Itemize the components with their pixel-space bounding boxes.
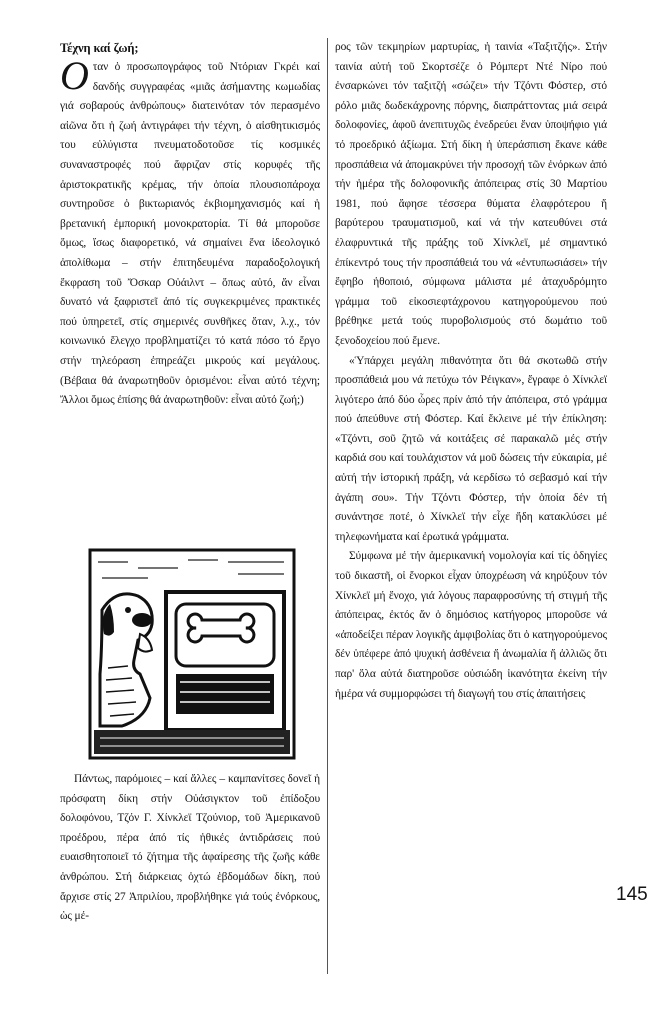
dog-watching-tv-bone-illustration [88,548,296,760]
left-column-bottom [60,770,320,927]
page-number: 145 [616,884,648,905]
first-paragraph [60,53,320,411]
section-title: Τέχνη καί ζωή; [60,41,139,55]
right-column [335,38,607,704]
left-column [60,38,320,411]
right-paragraph-3: Σύμφωνα μέ τήν ἀμερικανική νομολογία καί τίς ὁδηγίες τοῦ δικαστῆ, οἱ ἔνορκοι εἶχαν ὑποχρέωση νά κηρύξουν τόν Χίνκλεϊ μή ἔνοχο, γιά λόγους παραφροσύνης τή στιγμή τῆς ἀπόπειρας, ἐκτός ἄν ὁ δημόσιος κατήγορος μποροῦσε νά «ἀποδείξει πέραν λογικῆς ἀμφιβολίας ὅτι ὁ κατηγορούμενος δέν ὑπέφερε ἀπό ψυχική ἀσθένεια ἤ ἀνωμαλία ἤ ἀλλιῶς ὅτι παρ' ὅλα αὐτά διατηροῦσε οὐσιώδη ἱκανότητα ἐκείνη τήν ἡμέρα νά συμμορφώσει τή διαγωγή του στίς ἀπαιτήσεις [335,550,607,700]
first-paragraph-text: ταν ὁ προσωπογράφος τοῦ Ντόριαν Γκρέι καί δανδής συγγραφέας «μιᾶς ἀσήμαντης κωμωδίας γιά σοβαρούς ἀνθρώπους» διατεινόταν τόν περασμένο αἰῶνα ὅτι ἡ ζωή ἀντιγράφει τήν τέχνη, ὁ αἰσθητικισμός του εὐλύγιστα πνευματοδοτοῦσε τίς κοσμικές συναναστροφές πού ἄφριζαν στίς κορυφές τῆς ἀριστοκρατικῆς κρέμας, τήν ὁποία πλουσιοπάροχα συντηροῦσε ὁ βικτωριανός ἐκβιομηχανισμός καί ἡ βρετανική ἐμπορική μονοκρατορία. Τί θά μποροῦσε ὅμως, ἴσως διαφορετικό, νά σημαίνει ἕνα ἰδεολογικό ἀπολίθωμα – στήν ἐπιτηδευμένα παραδοξολογική ἔκφραση τοῦ Ὄσκαρ Οὐάιλντ – ὅπως αὐτό, ἄν εἶναι δυνατό νά ξαφριστεῖ ἀπό τίς συγκεκριμένες πρακτικές πού ὑπηρετεῖ, στίς σημερινές συνθῆκες ὅταν, λ.χ., τόν κοινωνικό ἔλεγχο προβληματίζει τό κατά πόσο τό ἔργο στήν τηλεόραση ἐπηρεάζει μικρούς καί μεγάλους. (Βέβαια θά ἀναρωτηθοῦν ὁρισμένοι: εἶναι αὐτό τέχνη; Ἄλλοι ὅμως ἐπίσης θά ἀναρωτηθοῦν: εἶναι αὐτό ζωή;) [60,61,320,407]
drop-cap: Ο [60,53,89,98]
bottom-paragraph: Πάντως, παρόμοιες – καί ἄλλες – καμπανίτσες δονεῖ ἡ πρόσφατη δίκη στήν Οὐάσιγκτον τοῦ ἐπίδοξου δολοφόνου, Τζόν Γ. Χίνκλεϊ Τζούνιορ, τοῦ Ἀμερικανοῦ προέδρου, πέρα ἀπό τίς ἠθικές ἀντιδράσεις πού ευαισθητοποιεῖ τό ζήτημα τῆς ἀφαίρεσης τῆς ζωῆς κάθε ἀνθρώπου. Στή διάρκειας ὀχτώ ἑβδομάδων δίκη, πού ἄρχισε στίς 27 Ἀπριλίου, προβλήθηκε γιά τούς ἐνόρκους, ὡς μέ- [60,773,320,923]
right-paragraph-1: ρος τῶν τεκμηρίων μαρτυρίας, ἡ ταινία «Ταξιτζής». Στήν ταινία αὐτή τοῦ Σκορτσέζε ὁ Ρόμπερτ Ντέ Νίρο πού ἐνσαρκώνει τόν ταξιτζή «σώζει» τήν Τζόντι Φόστερ, στό ρόλο μιᾶς δωδεκάχρονης πόρνης, διαπράττοντας μιά σειρά δολοφονίες, ἀφοῦ ἀνεπιτυχῶς ἐνεδρεύει ἕναν ὑποψήφιο γιά τό προεδρικό ἀξίωμα. Στή δίκη ἡ ὑπεράσπιση ἔκανε κάθε προσπάθεια νά ἀπομακρύνει τήν προσοχή τῶν ἐνόρκων ἀπό τήν ἡμέρα τῆς δολοφονικῆς ἀπόπειρας στίς 30 Μαρτίου 1981, πού ἄφησε τέσσερα θύματα ἐλαφρότερου ἤ βαρύτερου τραυματισμοῦ, καί νά τήν κατευθύνει στά ἐλαφρυντικά τῆς πράξης τοῦ Χίνκλεϊ, μέ σημαντικό ἐπίκεντρό τους τήν προσπάθειά του νά «ἐντυπωσιάσει» τήν ἔφηβο ἠθοποιό, σύμφωνα μάλιστα μέ ἀταχυδρόμητο γράμμα τοῦ εἰκοσιεφτάχρονου κατηγορούμενου πού βρέθηκε μετά τούς πυροβολισμούς στό δωμάτιο τοῦ ξενοδοχείου πού ἔμενε. [335,41,607,347]
column-divider [327,38,328,974]
right-paragraph-2: «Ὑπάρχει μεγάλη πιθανότητα ὅτι θά σκοτωθῶ στήν προσπάθειά μου νά πετύχω τόν Ρέιγκαν», ἔγραφε ὁ Χίνκλεϊ λιγότερο ἀπό δύο ὧρες πρίν ἀπό τήν ἀπόπειρα, στό γράμμα πού ἀπεύθυνε στή Φόστερ. Καί ἔκλεινε μέ τήν ἐπίκληση: «Τζόντι, σοῦ ζητῶ νά κοιτάξεις σέ παρακαλῶ μές στήν καρδιά σου καί τουλάχιστον νά μοῦ δώσεις τήν εὐκαιρία, μέ αὐτή τήν ἱστορική πράξη, νά κερδίσω τό σεβασμό καί τήν ἀγάπη σου». Τήν Τζόντι Φόστερ, τήν ὁποία δέν τή συνάντησε ποτέ, ὁ Χίνκλεϊ τήν εἶχε ἤδη κατακλύσει μέ τηλεφωνήματα καί ἐρωτικά γράμματα. [335,354,607,543]
